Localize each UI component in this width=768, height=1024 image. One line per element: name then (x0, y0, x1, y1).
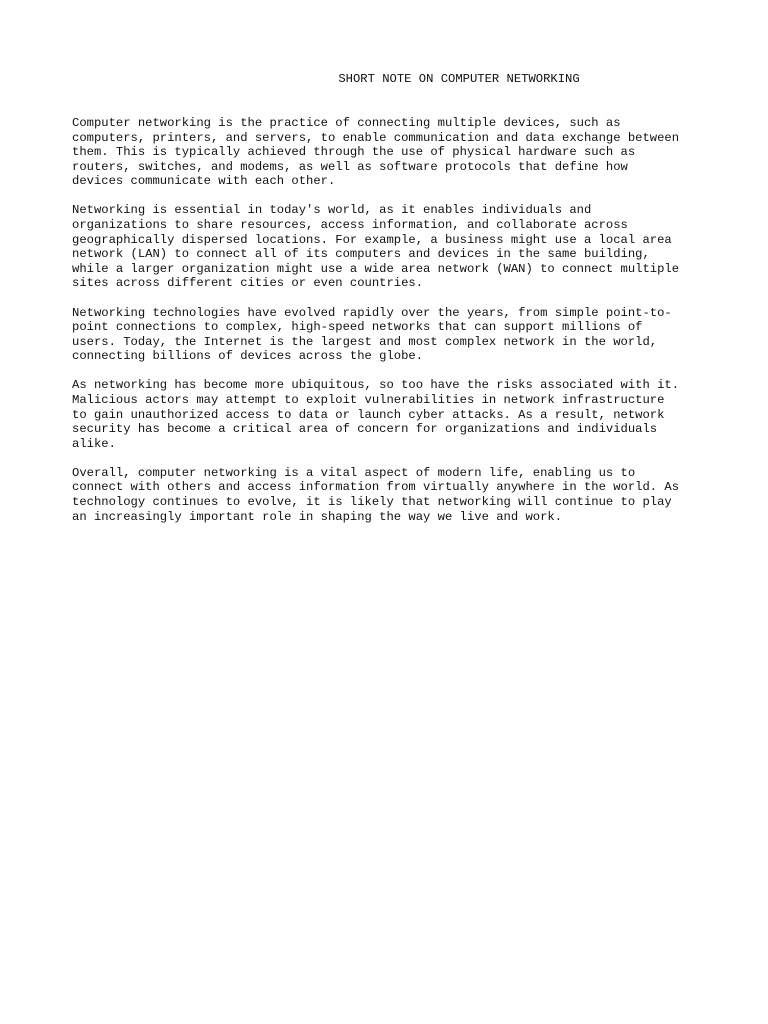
paragraph-2: Networking is essential in today's world, as it enables individuals and organizations to share resources, access information, and collaborate across geographically dispersed locations. For example, a business might use a local area network (LAN) to connect all of its computers and devices in the same building, while a larger organization might use a wide area network (WAN) to connect multiple sites across different cities or even countries. (72, 203, 680, 291)
document-title: SHORT NOTE ON COMPUTER NETWORKING (338, 72, 580, 86)
paragraph-3: Networking technologies have evolved rapidly over the years, from simple point-to- point connections to complex, high-speed networks that can support millions of users. Today, the Internet is the largest and most complex network in the world, connecting billions of devices across the globe. (72, 305, 672, 364)
paragraph-4: As networking has become more ubiquitous, so too have the risks associated with it. Malicious actors may attempt to exploit vulnerabilities in network infrastructure to gain unauthorized access to data or launch cyber attacks. As a result, network security has become a critical area of concern for organizations and individuals alike. (72, 378, 680, 451)
document-body (72, 116, 712, 539)
paragraph-5: Overall, computer networking is a vital aspect of modern life, enabling us to connect with others and access information from virtually anywhere in the world. As technology continues to evolve, it is likely that networking will continue to play an increasingly important role in shaping the way we live and work. (72, 465, 680, 524)
paragraph-1: Computer networking is the practice of connecting multiple devices, such as computers, printers, and servers, to enable communication and data exchange between them. This is typically achieved through the use of physical hardware such as routers, switches, and modems, as well as software protocols that define how devices communicate with each other. (72, 116, 680, 189)
